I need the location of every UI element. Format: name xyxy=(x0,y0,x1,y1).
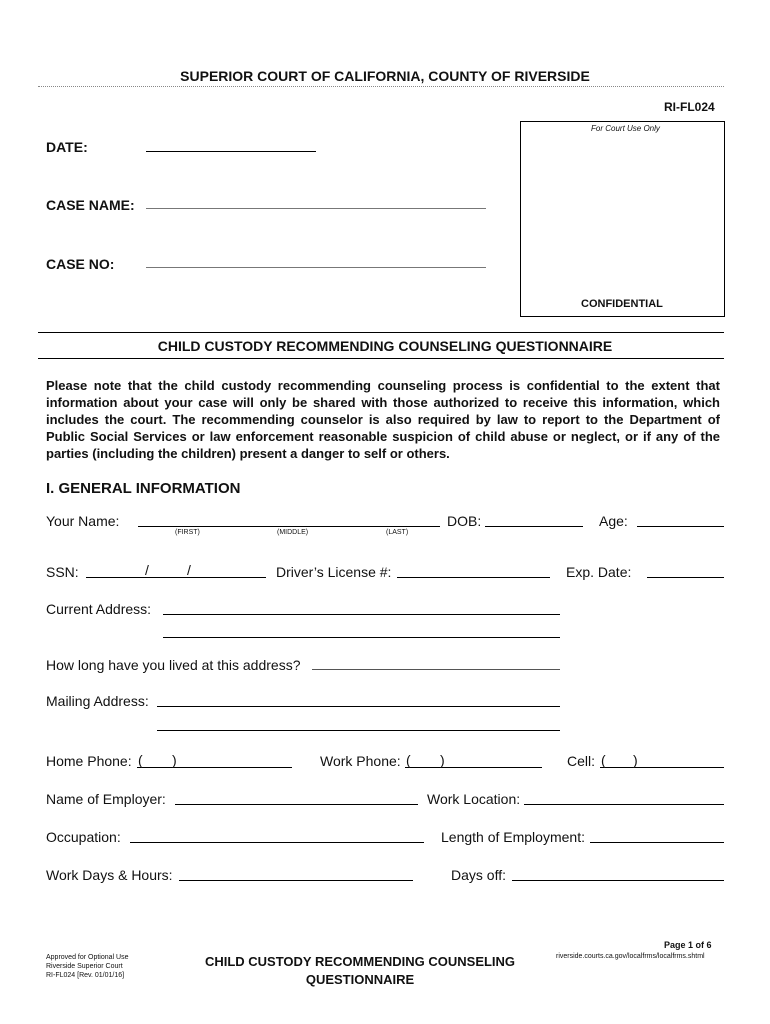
work-days-field[interactable] xyxy=(179,880,413,881)
days-off-label: Days off: xyxy=(451,867,506,883)
dob-field[interactable] xyxy=(485,526,583,527)
cell-paren-close: ) xyxy=(633,752,638,768)
home-phone-paren-close: ) xyxy=(172,752,177,768)
ssn-field[interactable] xyxy=(86,577,266,578)
title-rule-top xyxy=(38,332,724,333)
your-name-field[interactable] xyxy=(138,526,440,527)
how-long-label: How long have you lived at this address? xyxy=(46,657,301,673)
your-name-label: Your Name: xyxy=(46,513,120,529)
days-off-field[interactable] xyxy=(512,880,724,881)
ssn-slash-2: / xyxy=(187,562,191,578)
footer-title-line-2: QUESTIONNAIRE xyxy=(305,972,415,987)
cell-paren-open: ( xyxy=(601,752,606,768)
cell-field[interactable] xyxy=(600,767,724,768)
court-use-only-label: For Court Use Only xyxy=(591,124,660,133)
length-employment-label: Length of Employment: xyxy=(441,829,585,845)
exp-date-field[interactable] xyxy=(647,577,724,578)
form-title: CHILD CUSTODY RECOMMENDING COUNSELING QUESTIONNAIRE xyxy=(157,338,613,354)
confidentiality-notice: Please note that the child custody recommending counseling process is confidential to the extent that information about your case will only be shared with those authorized to receive this information, which includes the court. The recommending counselor is also required by law to report to the Department of Public Social Services or law enforcement reasonable suspicion of child abuse or neglect, or if any of the parties (including the children) present a danger to self or others. xyxy=(46,378,720,461)
date-field[interactable] xyxy=(146,151,316,152)
occupation-field[interactable] xyxy=(130,842,424,843)
footer-title-line-1: CHILD CUSTODY RECOMMENDING COUNSELING xyxy=(204,954,516,969)
approved-line-2: Riverside Superior Court xyxy=(46,963,123,970)
ssn-slash-1: / xyxy=(145,562,149,578)
case-no-label: CASE NO: xyxy=(46,256,115,272)
mailing-address-field-2[interactable] xyxy=(157,730,560,731)
page-number: Page 1 of 6 xyxy=(664,940,712,950)
home-phone-paren-open: ( xyxy=(138,752,143,768)
employer-label: Name of Employer: xyxy=(46,791,166,807)
work-location-label: Work Location: xyxy=(427,791,521,807)
ssn-label: SSN: xyxy=(46,564,79,580)
last-caption: (LAST) xyxy=(386,529,409,536)
dob-label: DOB: xyxy=(447,513,482,529)
employer-field[interactable] xyxy=(175,804,418,805)
current-address-label: Current Address: xyxy=(46,601,152,617)
work-phone-paren-close: ) xyxy=(440,752,445,768)
case-no-field[interactable] xyxy=(146,267,486,268)
work-location-field[interactable] xyxy=(524,804,724,805)
mailing-address-field-1[interactable] xyxy=(157,706,560,707)
current-address-field-2[interactable] xyxy=(163,637,560,638)
age-field[interactable] xyxy=(637,526,724,527)
footer-url[interactable]: riverside.courts.ca.gov/localfrms/localfrms.shtml xyxy=(556,953,705,960)
court-use-box xyxy=(520,121,725,317)
exp-date-label: Exp. Date: xyxy=(566,564,632,580)
occupation-label: Occupation: xyxy=(46,829,121,845)
cell-label: Cell: xyxy=(567,753,596,769)
age-label: Age: xyxy=(599,513,628,529)
first-caption: (FIRST) xyxy=(175,529,200,536)
how-long-field[interactable] xyxy=(312,669,560,670)
form-number: RI-FL024 xyxy=(664,100,715,114)
date-label: DATE: xyxy=(46,139,88,155)
home-phone-label: Home Phone: xyxy=(46,753,132,769)
section-heading: I. GENERAL INFORMATION xyxy=(46,480,241,497)
length-employment-field[interactable] xyxy=(590,842,724,843)
case-name-label: CASE NAME: xyxy=(46,197,135,213)
case-name-field[interactable] xyxy=(146,208,486,209)
confidential-label: CONFIDENTIAL xyxy=(581,298,663,310)
middle-caption: (MIDDLE) xyxy=(277,529,309,536)
footer-title xyxy=(190,953,530,989)
title-rule-bottom xyxy=(38,358,724,359)
work-phone-field[interactable] xyxy=(405,767,542,768)
approved-line-3: RI-FL024 [Rev. 01/01/16] xyxy=(46,972,125,979)
drivers-license-label: Driver’s License #: xyxy=(276,564,392,580)
work-phone-label: Work Phone: xyxy=(320,753,401,769)
court-header: SUPERIOR COURT OF CALIFORNIA, COUNTY OF RIVERSIDE xyxy=(180,68,590,84)
approved-line-1: Approved for Optional Use xyxy=(46,954,129,961)
drivers-license-field[interactable] xyxy=(397,577,550,578)
work-phone-paren-open: ( xyxy=(406,752,411,768)
mailing-address-label: Mailing Address: xyxy=(46,693,149,709)
current-address-field-1[interactable] xyxy=(163,614,560,615)
home-phone-field[interactable] xyxy=(137,767,292,768)
header-divider xyxy=(38,86,724,87)
work-days-label: Work Days & Hours: xyxy=(46,867,173,883)
